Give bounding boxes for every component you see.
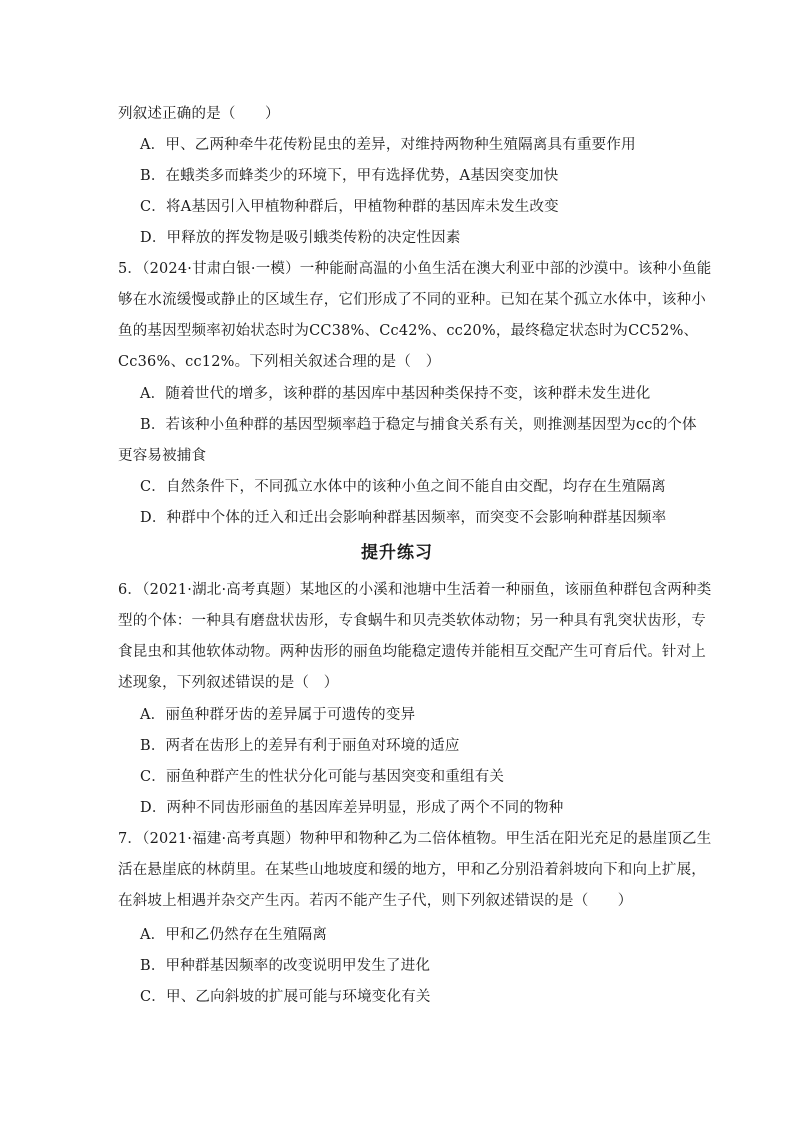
q7-stem-line-3: 在斜坡上相遇并杂交产生丙。若丙不能产生子代，则下列叙述错误的是（ ） [118, 893, 633, 909]
q5-option-a: A．随着世代的增多，该种群的基因库中基因种类保持不变，该种群未发生进化 [140, 386, 651, 402]
q5-option-d: D．种群中个体的迁入和迁出会影响种群基因频率，而突变不会影响种群基因频率 [140, 510, 667, 526]
q4-option-b: B．在蛾类多而蜂类少的环境下，甲有选择优势，A基因突变加快 [140, 168, 559, 184]
q5-stem-line-4: Cc36%、cc12%。下列相关叙述合理的是（ ） [118, 354, 441, 370]
section-heading: 提升练习 [361, 543, 433, 563]
q7-option-b: B．甲种群基因频率的改变说明甲发生了进化 [140, 958, 431, 974]
q5-stem-line-2: 够在水流缓慢或静止的区域生存，它们形成了不同的亚种。已知在某个孤立水体中，该种小 [118, 292, 706, 308]
q6-option-b: B．两者在齿形上的差异有利于丽鱼对环境的适应 [140, 738, 460, 754]
q4-option-a: A．甲、乙两种牵牛花传粉昆虫的差异，对维持两物种生殖隔离具有重要作用 [140, 137, 636, 153]
q4-option-d: D．甲释放的挥发物是吸引蛾类传粉的决定性因素 [140, 230, 461, 246]
q7-stem-line-1: 7．（2021·福建·高考真题）物种甲和物种乙为二倍体植物。甲生活在阳光充足的悬崖顶乙生 [118, 831, 712, 847]
q6-stem-line-1: 6．（2021·湖北·高考真题）某地区的小溪和池塘中生活着一种丽鱼，该丽鱼种群包含两种类 [118, 582, 712, 598]
q7-option-a: A．甲和乙仍然存在生殖隔离 [140, 927, 328, 943]
q6-stem-line-4: 述现象，下列叙述错误的是（ ） [118, 675, 339, 691]
q4-option-c: C．将A基因引入甲植物种群后，甲植物种群的基因库未发生改变 [140, 199, 559, 215]
q5-option-b-continued: 更容易被捕食 [118, 448, 207, 464]
q5-stem-line-3: 鱼的基因型频率初始状态时为CC38%、Cc42%、cc20%，最终稳定状态时为CC52%、 [118, 323, 699, 339]
q5-option-b: B．若该种小鱼种群的基因型频率趋于稳定与捕食关系有关，则推测基因型为cc的个体 [140, 417, 697, 433]
q6-option-d: D．两种不同齿形丽鱼的基因库差异明显，形成了两个不同的物种 [140, 800, 564, 816]
q6-option-c: C．丽鱼种群产生的性状分化可能与基因突变和重组有关 [140, 769, 505, 785]
q7-stem-line-2: 活在悬崖底的林荫里。在某些山地坡度和缓的地方，甲和乙分别沿着斜坡向下和向上扩展， [118, 862, 706, 878]
q6-stem-line-3: 食昆虫和其他软体动物。两种齿形的丽鱼均能稳定遗传并能相互交配产生可育后代。针对上 [118, 644, 706, 660]
q4-stem-tail: 列叙述正确的是（ ） [118, 106, 280, 122]
q7-option-c: C．甲、乙向斜坡的扩展可能与环境变化有关 [140, 989, 431, 1005]
q5-option-c: C．自然条件下，不同孤立水体中的该种小鱼之间不能自由交配，均存在生殖隔离 [140, 479, 666, 495]
q5-stem-line-1: 5．（2024·甘肃白银·一模）一种能耐高温的小鱼生活在澳大利亚中部的沙漠中。该种小鱼能 [118, 261, 712, 277]
q6-stem-line-2: 型的个体：一种具有磨盘状齿形，专食蜗牛和贝壳类软体动物；另一种具有乳突状齿形，专 [118, 613, 706, 629]
q6-option-a: A．丽鱼种群牙齿的差异属于可遗传的变异 [140, 707, 416, 723]
